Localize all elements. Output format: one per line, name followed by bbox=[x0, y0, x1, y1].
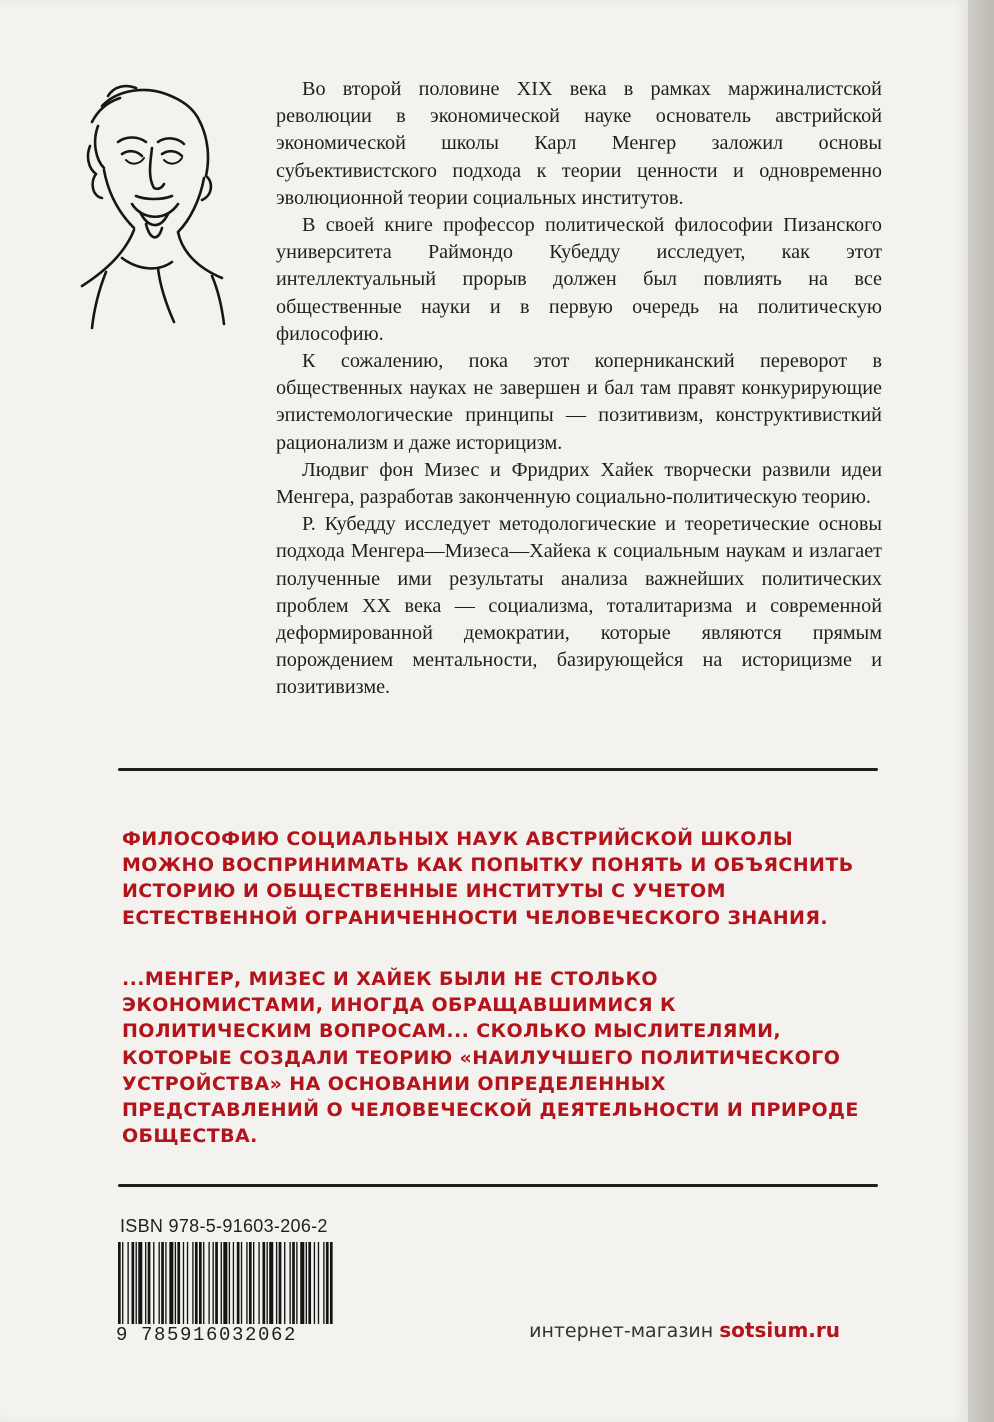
isbn-label: ISBN 978-5-91603-206-2 bbox=[120, 1216, 328, 1236]
barcode-lead-digit: 9 bbox=[116, 1324, 130, 1346]
divider bbox=[118, 1184, 878, 1187]
store-label: интернет-магазин bbox=[529, 1320, 714, 1342]
pull-quote bbox=[122, 966, 862, 1149]
paragraph: К сожалению, пока этот коперниканский переворот в общественных науках не завершен и бал там правят конкурирующие эпистемологические принципы — позитивизм, конструктивисткий рационализм и даже историцизм. bbox=[276, 350, 882, 454]
store-link bbox=[529, 1318, 840, 1342]
portrait-sketch-icon bbox=[62, 72, 242, 332]
quote-text: ...МЕНГЕР, МИЗЕС И ХАЙЕК БЫЛИ НЕ СТОЛЬКО ЭКОНОМИСТАМИ, ИНОГДА ОБРАЩАВШИМИСЯ К ПОЛИТИЧЕСКИМ ВОПРОСАМ... СКОЛЬКО МЫСЛИТЕЛЯМИ, КОТОРЫЕ СОЗДАЛИ ТЕОРИЮ «НАИЛУЧШЕГО ПОЛИТИЧЕСКОГО УСТРОЙСТВА» НА ОСНОВАНИИ ОПРЕДЕЛЕННЫХ ПРЕДСТАВЛЕНИЙ О ЧЕЛОВЕЧЕСКОЙ ДЕЯТЕЛЬНОСТИ И ПРИРОДЕ ОБЩЕСТВА. bbox=[122, 968, 859, 1148]
description-text bbox=[276, 76, 882, 702]
barcode-digits bbox=[116, 1324, 338, 1346]
quote-text: ФИЛОСОФИЮ СОЦИАЛЬНЫХ НАУК АВСТРИЙСКОЙ ШКОЛЫ МОЖНО ВОСПРИНИМАТЬ КАК ПОПЫТКУ ПОНЯТЬ И ОБЪЯСНИТЬ ИСТОРИЮ И ОБЩЕСТВЕННЫЕ ИНСТИТУТЫ С УЧЕТОМ ЕСТЕСТВЕННОЙ ОГРАНИЧЕННОСТИ ЧЕЛОВЕЧЕСКОГО ЗНАНИЯ. bbox=[122, 828, 854, 929]
paragraph: Людвиг фон Мизес и Фридрих Хайек творчески развили идеи Менгера, разработав законченную социально-политическую теорию. bbox=[276, 458, 882, 509]
store-site: sotsium.ru bbox=[719, 1318, 840, 1342]
paragraph: В своей книге профессор политической философии Пизанского университета Раймондо Кубедду исследует, как этот интеллектуальный прорыв должен был повлиять на все общественные науки и в первую очередь на политическую философию. bbox=[276, 214, 882, 345]
barcode-number: 785916032062 bbox=[141, 1324, 298, 1346]
paragraph: Во второй половине XIX века в рамках маржиналистской революции в экономической науке основатель австрийской экономической школы Карл Менгер заложил основы субъективистского подхода к теории ценности и одновременно эволюционной теории социальных институтов. bbox=[276, 78, 882, 209]
page-edge bbox=[968, 0, 994, 1422]
divider bbox=[118, 768, 878, 771]
paragraph: Р. Кубедду исследует методологические и теоретические основы подхода Менгера—Мизеса—Хайека к социальным наукам и излагает полученные ими результаты анализа важнейших политических проблем XX века — социализма, тоталитаризма и современной деформированной демократии, которые являются прямым порождением ментальности, базирующейся на историцизме и позитивизме. bbox=[276, 513, 882, 699]
pull-quote bbox=[122, 826, 862, 931]
